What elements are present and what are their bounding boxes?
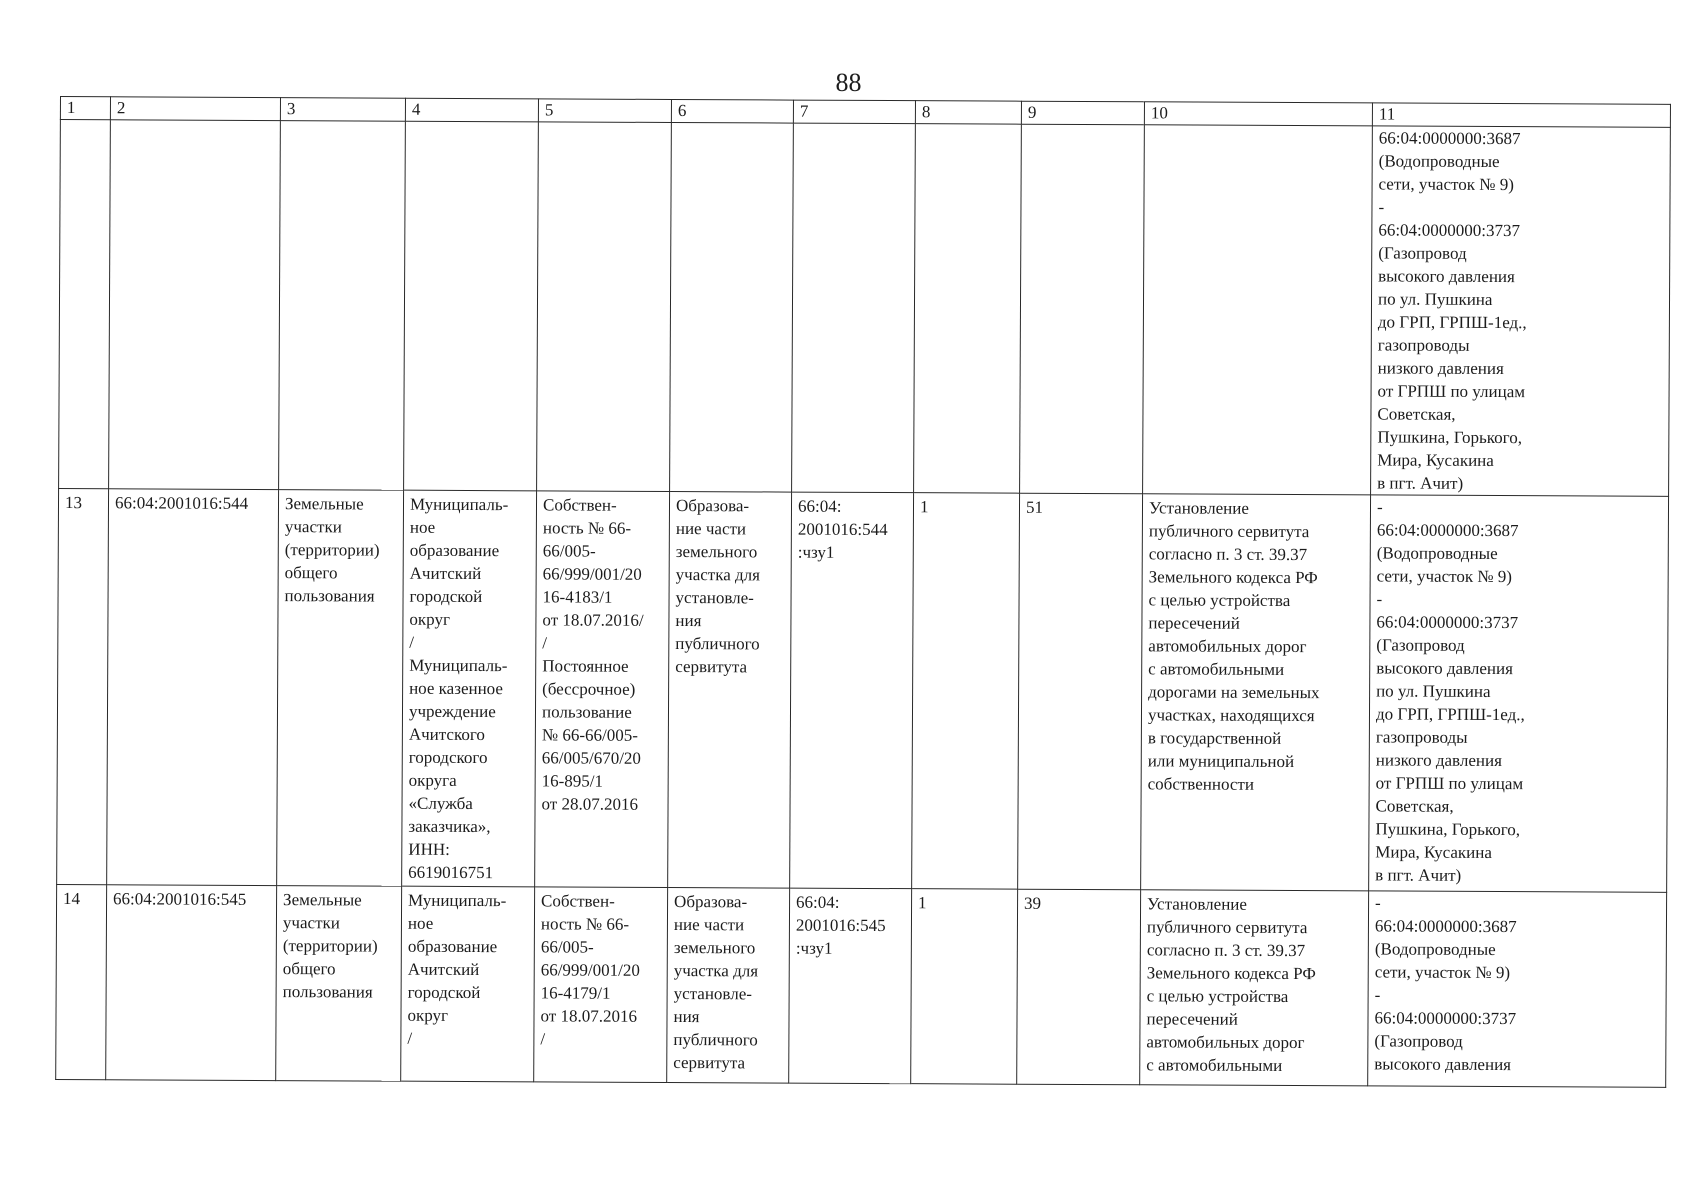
cell-col9-value: 51 <box>1018 493 1143 890</box>
cell-purpose <box>667 887 790 1083</box>
cell-text-line: / <box>542 633 548 653</box>
cell-text-line: Земельного кодекса РФ <box>1146 963 1316 984</box>
cell-text-line: 66:04:0000000:3687 <box>1376 520 1519 541</box>
cell-text-line: Постоянное <box>542 656 629 676</box>
cell-text-line: 16-4179/1 <box>540 983 611 1003</box>
cell-text-line: публичного сервитута <box>1146 917 1308 938</box>
cell-text-line: (Водопроводные <box>1378 151 1500 172</box>
cell-text-line: Земельные <box>283 890 362 910</box>
cell-empty <box>404 121 539 491</box>
cell-text-line: с целью устройства <box>1148 590 1291 611</box>
cell-text-line: (Газопровод <box>1374 1031 1463 1051</box>
page-number: 88 <box>835 68 862 97</box>
cell-text-line: Муниципаль- <box>408 890 507 911</box>
cell-text-line: высокого давления <box>1376 658 1513 679</box>
cell-text-line: по ул. Пушкина <box>1377 289 1493 310</box>
column-number-2: 2 <box>110 97 280 121</box>
cell-text-line: газопроводы <box>1375 727 1468 747</box>
cell-text-line: пользования <box>282 982 373 1002</box>
cell-text-line: Установление <box>1148 498 1249 518</box>
cell-text-line: с автомобильными <box>1146 1055 1283 1075</box>
cell-text-line: :чзу1 <box>795 938 833 958</box>
cell-text-line: / <box>409 632 415 652</box>
cell-text-line: собственности <box>1147 774 1255 794</box>
cell-text-line: ИНН: <box>408 839 450 859</box>
cell-text-line: публичного <box>673 1030 758 1050</box>
cell-row-number: 13 <box>57 488 109 884</box>
cell-text-line: в государственной <box>1147 728 1282 748</box>
table-row-13 <box>57 488 1669 892</box>
cell-basis <box>1140 890 1369 1086</box>
cell-text-line: автомобильных дорог <box>1146 1032 1305 1053</box>
cell-text-line: Земельного кодекса РФ <box>1148 567 1318 588</box>
cell-text-line: Муниципаль- <box>409 655 508 676</box>
cell-rights-holder <box>402 490 537 887</box>
cell-text-line: Советская, <box>1377 404 1456 424</box>
cell-text-line: 16-4183/1 <box>542 587 613 607</box>
cell-text-line: Муниципаль- <box>409 494 509 515</box>
cell-text-line: пересечений <box>1148 613 1240 633</box>
cell-registered-rights <box>535 491 670 888</box>
cell-text-line: 66/005- <box>540 937 594 957</box>
cell-text-line: Ачитского <box>408 724 485 745</box>
cell-row-number: 14 <box>56 884 107 1079</box>
cell-text-line: 66:04:0000000:3687 <box>1378 128 1521 149</box>
column-number-1: 1 <box>60 97 110 120</box>
cell-text-line: Собствен- <box>542 495 617 515</box>
cell-text-line: Образова- <box>675 496 750 516</box>
cell-text-line: Пушкина, Горького, <box>1375 819 1521 840</box>
cell-text-line: Ачитский <box>407 959 480 980</box>
cell-text-line: ность № 66- <box>540 914 630 934</box>
cell-text-line: 66/999/001/20 <box>542 564 642 584</box>
cell-text-line: с автомобильными <box>1148 659 1285 679</box>
cell-rights-holder <box>401 886 535 1082</box>
cell-text-line: публичного сервитута <box>1148 521 1310 542</box>
cell-text-line: (бессрочное) <box>542 679 636 699</box>
cell-text-line: - <box>1376 589 1383 609</box>
cell-text-line: образование <box>407 936 498 957</box>
cell-text-line: участка для <box>673 961 759 981</box>
cell-text-line: сервитута <box>675 657 748 677</box>
cell-text-line: округа <box>408 770 457 790</box>
cell-text-line: дорогами на земельных <box>1148 682 1320 703</box>
cell-text-line: учреждение <box>408 701 496 722</box>
cell-text-line: - <box>1376 497 1383 517</box>
cell-text-line: участки <box>284 517 342 537</box>
cell-text-line: 66:04:0000000:3737 <box>1376 612 1519 633</box>
cell-text-line: сервитута <box>673 1053 746 1073</box>
cell-text-line: автомобильных дорог <box>1148 636 1307 657</box>
cell-text-line: сети, участок № 9) <box>1378 174 1514 195</box>
cell-text-line: городской <box>407 982 481 1003</box>
cell-empty <box>279 121 406 491</box>
cell-text-line: ние части <box>675 519 747 539</box>
cell-text-line: 66:04:0000000:3737 <box>1374 1008 1517 1029</box>
cell-text-line: ное казенное <box>409 678 504 699</box>
cell-text-line: (Газопровод <box>1376 635 1465 655</box>
cell-text-line: 66:04: <box>797 496 842 516</box>
cell-text-line: сети, участок № 9) <box>1374 962 1511 983</box>
cell-text-line: :чзу1 <box>797 542 835 562</box>
cell-text-line: согласно п. 3 ст. 39.37 <box>1148 544 1308 565</box>
cell-registered-rights <box>534 887 668 1083</box>
cell-text-line: ние части <box>673 915 745 935</box>
cell-text-line: пересечений <box>1146 1009 1238 1029</box>
column-number-5: 5 <box>538 99 671 123</box>
cell-empty <box>109 120 281 490</box>
cell-text-line: ния <box>675 611 702 631</box>
cell-empty <box>792 123 916 493</box>
cell-text-line: участка для <box>675 565 761 585</box>
column-number-10: 10 <box>1144 102 1372 126</box>
cell-text-line: 16-895/1 <box>541 771 604 791</box>
cell-text-line: земельного <box>673 938 756 958</box>
cell-objects <box>1369 495 1669 892</box>
cell-text-line: 66/005- <box>542 541 596 561</box>
cell-text-line: от ГРПШ по улицам <box>1375 773 1524 794</box>
cell-text-line: газопроводы <box>1377 335 1470 355</box>
column-number-3: 3 <box>280 98 405 122</box>
cell-text-line: Собствен- <box>541 891 615 911</box>
cell-text-line: участках, находящихся <box>1147 705 1315 726</box>
cell-text-line: 66:04:0000000:3687 <box>1374 916 1517 937</box>
cell-text-line: пользование <box>541 702 632 722</box>
cell-text-line: согласно п. 3 ст. 39.37 <box>1146 940 1306 961</box>
column-number-9: 9 <box>1021 101 1144 125</box>
column-number-6: 6 <box>671 99 793 123</box>
cell-text-line: (территории) <box>284 540 380 560</box>
cell-text-line: Земельные <box>284 494 364 514</box>
cell-text-line: (Водопроводные <box>1376 543 1498 564</box>
table-row-continuation <box>59 120 1671 497</box>
cell-col9-value: 39 <box>1017 889 1141 1085</box>
cell-text-line: «Служба <box>408 793 473 814</box>
cell-text-line: низкого давления <box>1375 750 1502 771</box>
cell-text-line: (территории) <box>282 936 378 956</box>
cell-text-line: Установление <box>1147 894 1248 914</box>
cell-objects <box>1368 891 1667 1087</box>
cell-text-line: / <box>407 1028 413 1048</box>
cell-text-line: 2001016:544 <box>797 519 888 540</box>
cell-land-category <box>276 886 402 1082</box>
cell-text-line: № 66-66/005- <box>541 725 638 745</box>
cell-text-line: городской <box>409 586 483 607</box>
cell-text-line: 66/999/001/20 <box>540 960 640 980</box>
cell-text-line: (Газопровод <box>1378 243 1467 263</box>
cell-text-line: ное <box>409 517 436 537</box>
cell-text-line: (Водопроводные <box>1374 939 1496 960</box>
cell-text-line: установле- <box>673 984 752 1004</box>
cell-text-line: в пгт. Ачит) <box>1377 473 1464 493</box>
cell-text-line: Мира, Кусакина <box>1375 842 1492 863</box>
cell-text-line: до ГРП, ГРПШ-1ед., <box>1377 312 1527 333</box>
cell-text-line: Ачитский <box>409 563 482 584</box>
cell-col8-value: 1 <box>912 493 1020 890</box>
column-number-4: 4 <box>405 98 538 122</box>
cell-text-line: пользования <box>284 586 375 606</box>
cell-text-line: 66:04: <box>796 892 840 912</box>
column-number-11: 11 <box>1372 103 1670 127</box>
cell-land-category <box>277 490 404 887</box>
cell-empty <box>670 122 794 492</box>
cell-text-line: Образова- <box>674 892 748 912</box>
cell-text-line: общего <box>282 959 336 979</box>
easement-table <box>55 96 1671 1088</box>
cell-text-line: участки <box>282 913 340 933</box>
cell-text-line: высокого давления <box>1374 1054 1512 1075</box>
cell-text-line: 2001016:545 <box>795 915 886 936</box>
cell-part-number <box>790 492 914 889</box>
cell-text-line: общего <box>284 563 338 583</box>
cell-text-line: 6619016751 <box>408 862 494 883</box>
easement-table-wrapper <box>55 96 1670 1088</box>
cell-text-line: ния <box>673 1007 700 1027</box>
cell-text-line: от 18.07.2016/ <box>542 610 644 630</box>
cell-text-line: заказчика», <box>408 816 491 837</box>
cell-text-line: по ул. Пушкина <box>1376 681 1491 701</box>
cell-text-line: высокого давления <box>1378 266 1515 287</box>
cell-col8-value: 1 <box>911 889 1018 1085</box>
cell-text-line: до ГРП, ГРПШ-1ед., <box>1375 704 1525 725</box>
cell-text-line: Советская, <box>1375 796 1454 816</box>
cell-empty <box>59 120 111 489</box>
cell-text-line: округ <box>409 609 451 629</box>
cell-text-line: низкого давления <box>1377 358 1504 379</box>
cell-text-line: городского <box>408 747 488 768</box>
cell-text-line: - <box>1374 985 1381 1005</box>
column-number-8: 8 <box>915 101 1021 125</box>
cell-text-line: сети, участок № 9) <box>1376 566 1513 587</box>
cell-cadastral-number: 66:04:2001016:545 <box>106 885 277 1081</box>
cell-text-line: Мира, Кусакина <box>1377 450 1494 471</box>
cell-text-line: в пгт. Ачит) <box>1375 865 1462 885</box>
cell-text-line: - <box>1375 893 1381 913</box>
cell-text-line: Пушкина, Горького, <box>1377 427 1523 448</box>
cell-text-line: от ГРПШ по улицам <box>1377 381 1526 402</box>
cell-text-line: с целью устройства <box>1146 986 1289 1007</box>
cell-text-line: 66/005/670/20 <box>541 748 641 768</box>
cell-text-line: ность № 66- <box>542 518 632 538</box>
cell-basis <box>1141 494 1371 891</box>
cell-text-line: 66:04:0000000:3737 <box>1378 220 1521 241</box>
cell-text-line: - <box>1378 197 1385 217</box>
cell-text-line: установле- <box>675 588 754 608</box>
cell-text-line: или муниципальной <box>1147 751 1295 772</box>
cell-objects <box>1371 126 1671 496</box>
cell-purpose <box>668 491 792 888</box>
cell-text-line: публичного <box>675 634 760 654</box>
cell-text-line: от 28.07.2016 <box>541 794 639 814</box>
cell-empty <box>914 124 1022 494</box>
cell-text-line: от 18.07.2016 <box>540 1006 638 1026</box>
cell-text-line: округ <box>407 1005 449 1025</box>
cell-cadastral-number: 66:04:2001016:544 <box>107 489 279 886</box>
column-number-7: 7 <box>793 100 915 124</box>
cell-text-line: ное <box>407 913 434 933</box>
table-row-14 <box>56 884 1667 1087</box>
cell-text-line: земельного <box>675 542 758 562</box>
cell-text-line: образование <box>409 540 500 561</box>
cell-text-line: / <box>540 1029 546 1049</box>
cell-empty <box>1020 124 1145 494</box>
cell-empty <box>537 122 672 492</box>
cell-empty <box>1143 125 1373 495</box>
cell-part-number <box>789 888 912 1084</box>
